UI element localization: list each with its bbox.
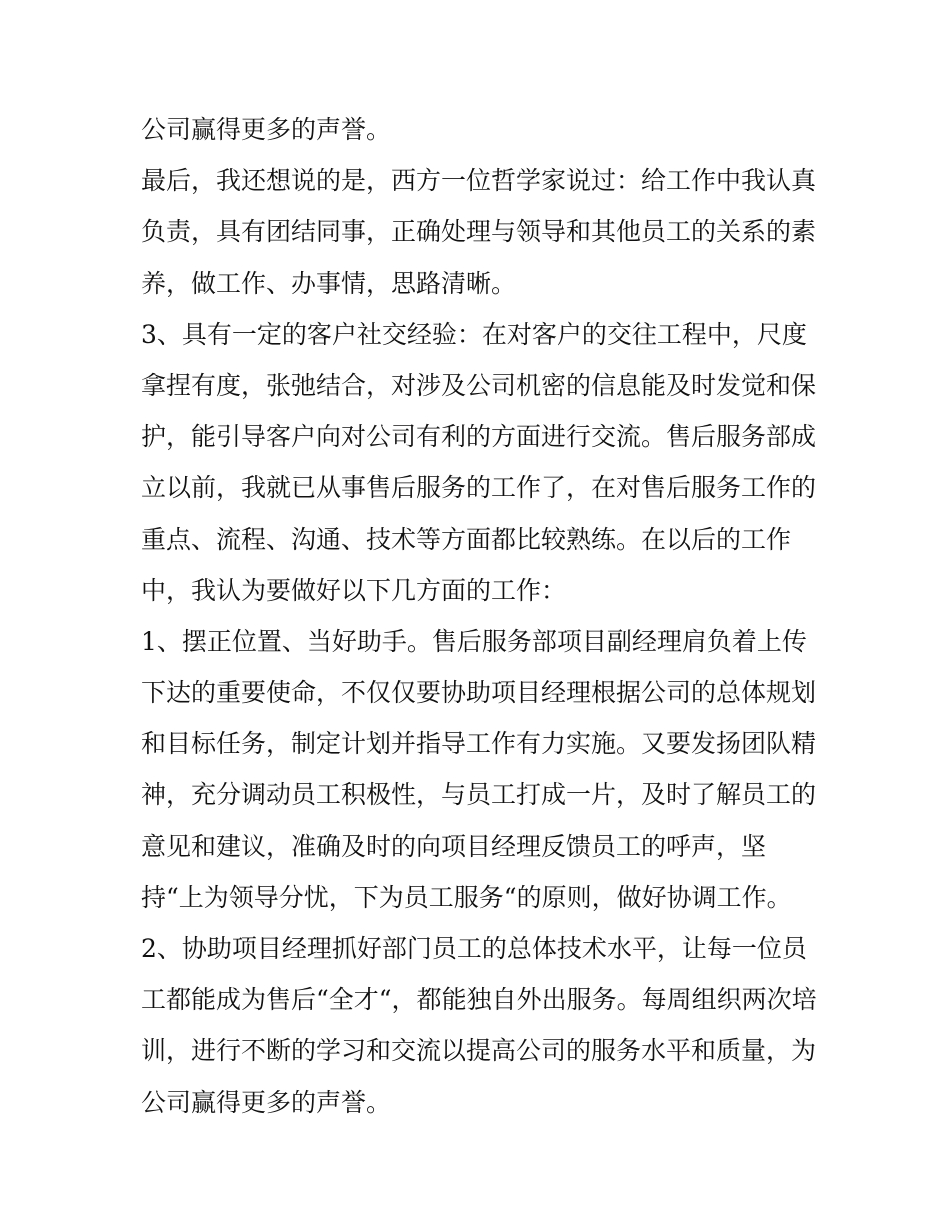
text-line: 3、具有一定的客户社交经验：在对客户的交往工程中，尺度	[141, 319, 807, 349]
text-line: 立以前，我就已从事售后服务的工作了，在对售后服务工作的	[141, 473, 817, 503]
text-line: 和目标任务，制定计划并指导工作有力实施。又要发扬团队精	[141, 729, 817, 759]
text-line: 训，进行不断的学习和交流以提高公司的服务水平和质量，为	[141, 1036, 817, 1066]
text-line: 负责，具有团结同事，正确处理与领导和其他员工的关系的素	[141, 217, 817, 247]
text-line: 护，能引导客户向对公司有利的方面进行交流。售后服务部成	[141, 422, 817, 452]
text-line: 1、摆正位置、当好助手。售后服务部项目副经理肩负着上传	[141, 626, 807, 656]
text-line: 工都能成为售后“全才“，都能独自外出服务。每周组织两次培	[141, 985, 817, 1015]
text-line: 最后，我还想说的是，西方一位哲学家说过：给工作中我认真	[141, 166, 817, 196]
text-line: 重点、流程、沟通、技术等方面都比较熟练。在以后的工作	[141, 524, 792, 554]
text-line: 持“上为领导分忧，下为员工服务“的原则，做好协调工作。	[141, 882, 792, 912]
text-line: 中，我认为要做好以下几方面的工作：	[141, 575, 567, 605]
text-line: 下达的重要使命，不仅仅要协助项目经理根据公司的总体规划	[141, 678, 817, 708]
text-line: 公司赢得更多的声誉。	[141, 1087, 392, 1117]
text-line: 意见和建议，准确及时的向项目经理反馈员工的呼声，坚	[141, 831, 767, 861]
text-line: 神，充分调动员工积极性，与员工打成一片，及时了解员工的	[141, 780, 817, 810]
text-line: 公司赢得更多的声誉。	[141, 115, 392, 144]
text-line: 养，做工作、办事情，思路清晰。	[141, 268, 517, 298]
text-line: 2、协助项目经理抓好部门员工的总体技术水平，让每一位员	[141, 934, 807, 963]
text-line: 拿捏有度，张弛结合，对涉及公司机密的信息能及时发觉和保	[141, 370, 817, 400]
document-body	[141, 110, 821, 1134]
